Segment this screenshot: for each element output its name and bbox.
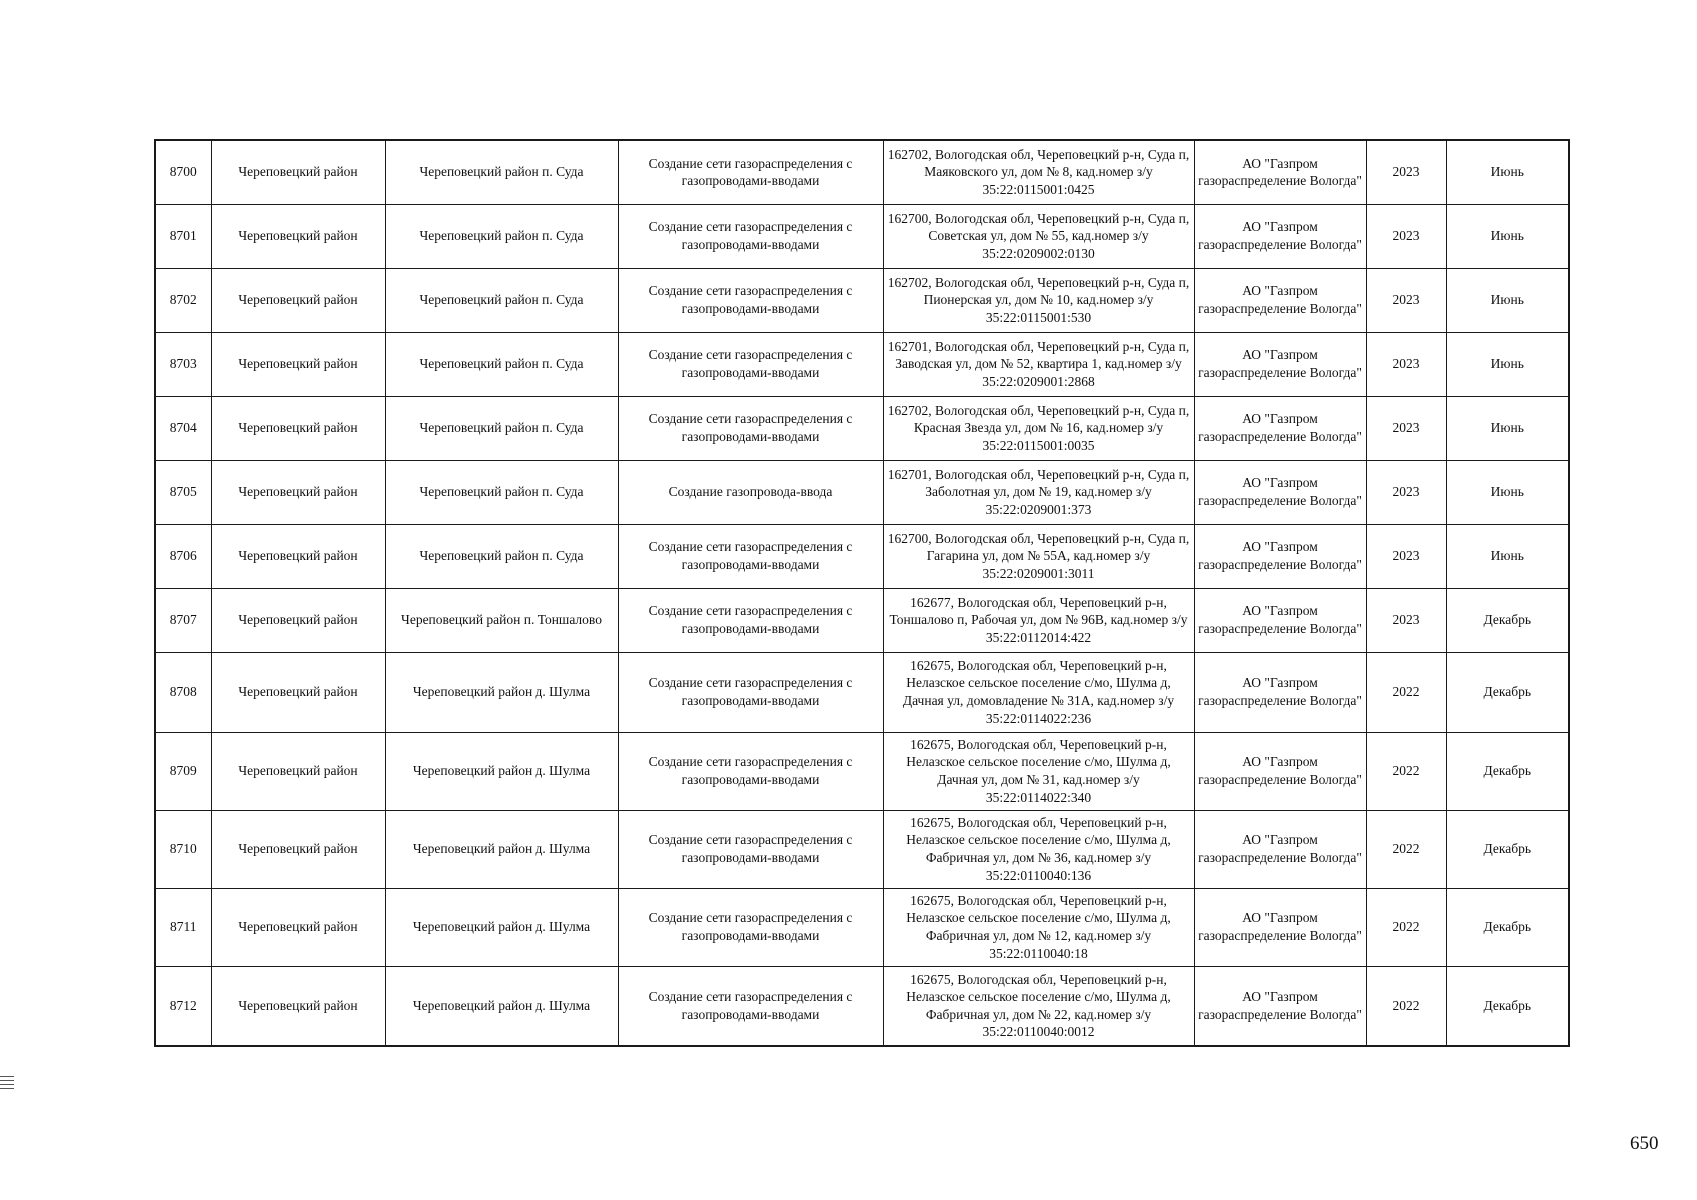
settlement-cell: Череповецкий район д. Шулма (385, 888, 618, 966)
year-cell: 2022 (1366, 732, 1446, 810)
work-type-cell: Создание сети газораспределения с газопроводами-вводами (618, 888, 883, 966)
table-row (155, 268, 1569, 332)
settlement-cell: Череповецкий район д. Шулма (385, 966, 618, 1046)
settlement-cell: Череповецкий район д. Шулма (385, 652, 618, 732)
work-type-cell: Создание сети газораспределения с газопроводами-вводами (618, 810, 883, 888)
work-type-cell: Создание сети газораспределения с газопроводами-вводами (618, 524, 883, 588)
record-number-cell: 8707 (155, 588, 211, 652)
organization-cell: АО "Газпром газораспределение Вологда" (1194, 888, 1366, 966)
address-cell: 162702, Вологодская обл, Череповецкий р-н, Суда п, Красная Звезда ул, дом № 16, кад.номер з/у 35:22:0115001:0035 (883, 396, 1194, 460)
organization-cell: АО "Газпром газораспределение Вологда" (1194, 524, 1366, 588)
address-cell: 162702, Вологодская обл, Череповецкий р-н, Суда п, Пионерская ул, дом № 10, кад.номер з/у 35:22:0115001:530 (883, 268, 1194, 332)
month-cell: Декабрь (1446, 966, 1569, 1046)
address-cell: 162675, Вологодская обл, Череповецкий р-н, Нелазское сельское поселение с/мо, Шулма д, Фабричная ул, дом № 36, кад.номер з/у 35:22:0110040:136 (883, 810, 1194, 888)
month-cell: Июнь (1446, 204, 1569, 268)
table-row (155, 652, 1569, 732)
month-cell: Июнь (1446, 140, 1569, 204)
month-cell: Декабрь (1446, 732, 1569, 810)
table-row (155, 966, 1569, 1046)
address-cell: 162702, Вологодская обл, Череповецкий р-н, Суда п, Маяковского ул, дом № 8, кад.номер з/у 35:22:0115001:0425 (883, 140, 1194, 204)
work-type-cell: Создание сети газораспределения с газопроводами-вводами (618, 140, 883, 204)
organization-cell: АО "Газпром газораспределение Вологда" (1194, 810, 1366, 888)
address-cell: 162675, Вологодская обл, Череповецкий р-н, Нелазское сельское поселение с/мо, Шулма д, Фабричная ул, дом № 12, кад.номер з/у 35:22:0110040:18 (883, 888, 1194, 966)
month-cell: Июнь (1446, 524, 1569, 588)
organization-cell: АО "Газпром газораспределение Вологда" (1194, 332, 1366, 396)
settlement-cell: Череповецкий район п. Суда (385, 332, 618, 396)
table-row (155, 888, 1569, 966)
address-cell: 162700, Вологодская обл, Череповецкий р-н, Суда п, Советская ул, дом № 55, кад.номер з/у 35:22:0209002:0130 (883, 204, 1194, 268)
table-row (155, 332, 1569, 396)
address-cell: 162701, Вологодская обл, Череповецкий р-н, Суда п, Заводская ул, дом № 52, квартира 1, кад.номер з/у 35:22:0209001:2868 (883, 332, 1194, 396)
address-cell: 162675, Вологодская обл, Череповецкий р-н, Нелазское сельское поселение с/мо, Шулма д, Дачная ул, домовладение № 31А, кад.номер з/у 35:22:0114022:236 (883, 652, 1194, 732)
month-cell: Июнь (1446, 268, 1569, 332)
table-row (155, 140, 1569, 204)
table-row (155, 524, 1569, 588)
organization-cell: АО "Газпром газораспределение Вологда" (1194, 652, 1366, 732)
settlement-cell: Череповецкий район п. Суда (385, 268, 618, 332)
district-cell: Череповецкий район (211, 966, 385, 1046)
year-cell: 2023 (1366, 460, 1446, 524)
record-number-cell: 8703 (155, 332, 211, 396)
year-cell: 2022 (1366, 810, 1446, 888)
district-cell: Череповецкий район (211, 588, 385, 652)
organization-cell: АО "Газпром газораспределение Вологда" (1194, 460, 1366, 524)
settlement-cell: Череповецкий район п. Суда (385, 524, 618, 588)
year-cell: 2022 (1366, 966, 1446, 1046)
organization-cell: АО "Газпром газораспределение Вологда" (1194, 396, 1366, 460)
month-cell: Декабрь (1446, 588, 1569, 652)
settlement-cell: Череповецкий район д. Шулма (385, 732, 618, 810)
year-cell: 2023 (1366, 204, 1446, 268)
table-row (155, 588, 1569, 652)
district-cell: Череповецкий район (211, 140, 385, 204)
month-cell: Декабрь (1446, 888, 1569, 966)
record-number-cell: 8708 (155, 652, 211, 732)
work-type-cell: Создание сети газораспределения с газопроводами-вводами (618, 268, 883, 332)
organization-cell: АО "Газпром газораспределение Вологда" (1194, 268, 1366, 332)
record-number-cell: 8706 (155, 524, 211, 588)
record-number-cell: 8712 (155, 966, 211, 1046)
binding-mark (0, 1076, 14, 1092)
year-cell: 2022 (1366, 888, 1446, 966)
table-row (155, 460, 1569, 524)
year-cell: 2023 (1366, 396, 1446, 460)
records-table (154, 139, 1570, 1047)
work-type-cell: Создание сети газораспределения с газопроводами-вводами (618, 966, 883, 1046)
address-cell: 162675, Вологодская обл, Череповецкий р-н, Нелазское сельское поселение с/мо, Шулма д, Дачная ул, дом № 31, кад.номер з/у 35:22:0114022:340 (883, 732, 1194, 810)
record-number-cell: 8709 (155, 732, 211, 810)
month-cell: Июнь (1446, 332, 1569, 396)
work-type-cell: Создание сети газораспределения с газопроводами-вводами (618, 732, 883, 810)
settlement-cell: Череповецкий район д. Шулма (385, 810, 618, 888)
year-cell: 2023 (1366, 524, 1446, 588)
record-number-cell: 8705 (155, 460, 211, 524)
year-cell: 2023 (1366, 268, 1446, 332)
district-cell: Череповецкий район (211, 810, 385, 888)
table-body (155, 140, 1569, 1046)
month-cell: Декабрь (1446, 810, 1569, 888)
table-row (155, 732, 1569, 810)
work-type-cell: Создание сети газораспределения с газопроводами-вводами (618, 204, 883, 268)
district-cell: Череповецкий район (211, 652, 385, 732)
settlement-cell: Череповецкий район п. Тоншалово (385, 588, 618, 652)
district-cell: Череповецкий район (211, 888, 385, 966)
organization-cell: АО "Газпром газораспределение Вологда" (1194, 204, 1366, 268)
district-cell: Череповецкий район (211, 732, 385, 810)
district-cell: Череповецкий район (211, 332, 385, 396)
record-number-cell: 8700 (155, 140, 211, 204)
month-cell: Декабрь (1446, 652, 1569, 732)
organization-cell: АО "Газпром газораспределение Вологда" (1194, 966, 1366, 1046)
year-cell: 2023 (1366, 332, 1446, 396)
year-cell: 2023 (1366, 588, 1446, 652)
district-cell: Череповецкий район (211, 268, 385, 332)
month-cell: Июнь (1446, 396, 1569, 460)
settlement-cell: Череповецкий район п. Суда (385, 396, 618, 460)
table-row (155, 204, 1569, 268)
work-type-cell: Создание газопровода-ввода (618, 460, 883, 524)
year-cell: 2022 (1366, 652, 1446, 732)
page-number: 650 (1630, 1133, 1659, 1154)
settlement-cell: Череповецкий район п. Суда (385, 140, 618, 204)
record-number-cell: 8701 (155, 204, 211, 268)
address-cell: 162701, Вологодская обл, Череповецкий р-н, Суда п, Заболотная ул, дом № 19, кад.номер з/у 35:22:0209001:373 (883, 460, 1194, 524)
organization-cell: АО "Газпром газораспределение Вологда" (1194, 588, 1366, 652)
district-cell: Череповецкий район (211, 524, 385, 588)
work-type-cell: Создание сети газораспределения с газопроводами-вводами (618, 396, 883, 460)
record-number-cell: 8710 (155, 810, 211, 888)
month-cell: Июнь (1446, 460, 1569, 524)
year-cell: 2023 (1366, 140, 1446, 204)
record-number-cell: 8704 (155, 396, 211, 460)
table-row (155, 396, 1569, 460)
settlement-cell: Череповецкий район п. Суда (385, 460, 618, 524)
address-cell: 162675, Вологодская обл, Череповецкий р-н, Нелазское сельское поселение с/мо, Шулма д, Фабричная ул, дом № 22, кад.номер з/у 35:22:0110040:0012 (883, 966, 1194, 1046)
district-cell: Череповецкий район (211, 396, 385, 460)
district-cell: Череповецкий район (211, 204, 385, 268)
work-type-cell: Создание сети газораспределения с газопроводами-вводами (618, 588, 883, 652)
district-cell: Череповецкий район (211, 460, 385, 524)
settlement-cell: Череповецкий район п. Суда (385, 204, 618, 268)
organization-cell: АО "Газпром газораспределение Вологда" (1194, 140, 1366, 204)
work-type-cell: Создание сети газораспределения с газопроводами-вводами (618, 332, 883, 396)
address-cell: 162700, Вологодская обл, Череповецкий р-н, Суда п, Гагарина ул, дом № 55А, кад.номер з/у 35:22:0209001:3011 (883, 524, 1194, 588)
record-number-cell: 8702 (155, 268, 211, 332)
address-cell: 162677, Вологодская обл, Череповецкий р-н, Тоншалово п, Рабочая ул, дом № 96В, кад.номер з/у 35:22:0112014:422 (883, 588, 1194, 652)
table-row (155, 810, 1569, 888)
work-type-cell: Создание сети газораспределения с газопроводами-вводами (618, 652, 883, 732)
organization-cell: АО "Газпром газораспределение Вологда" (1194, 732, 1366, 810)
record-number-cell: 8711 (155, 888, 211, 966)
